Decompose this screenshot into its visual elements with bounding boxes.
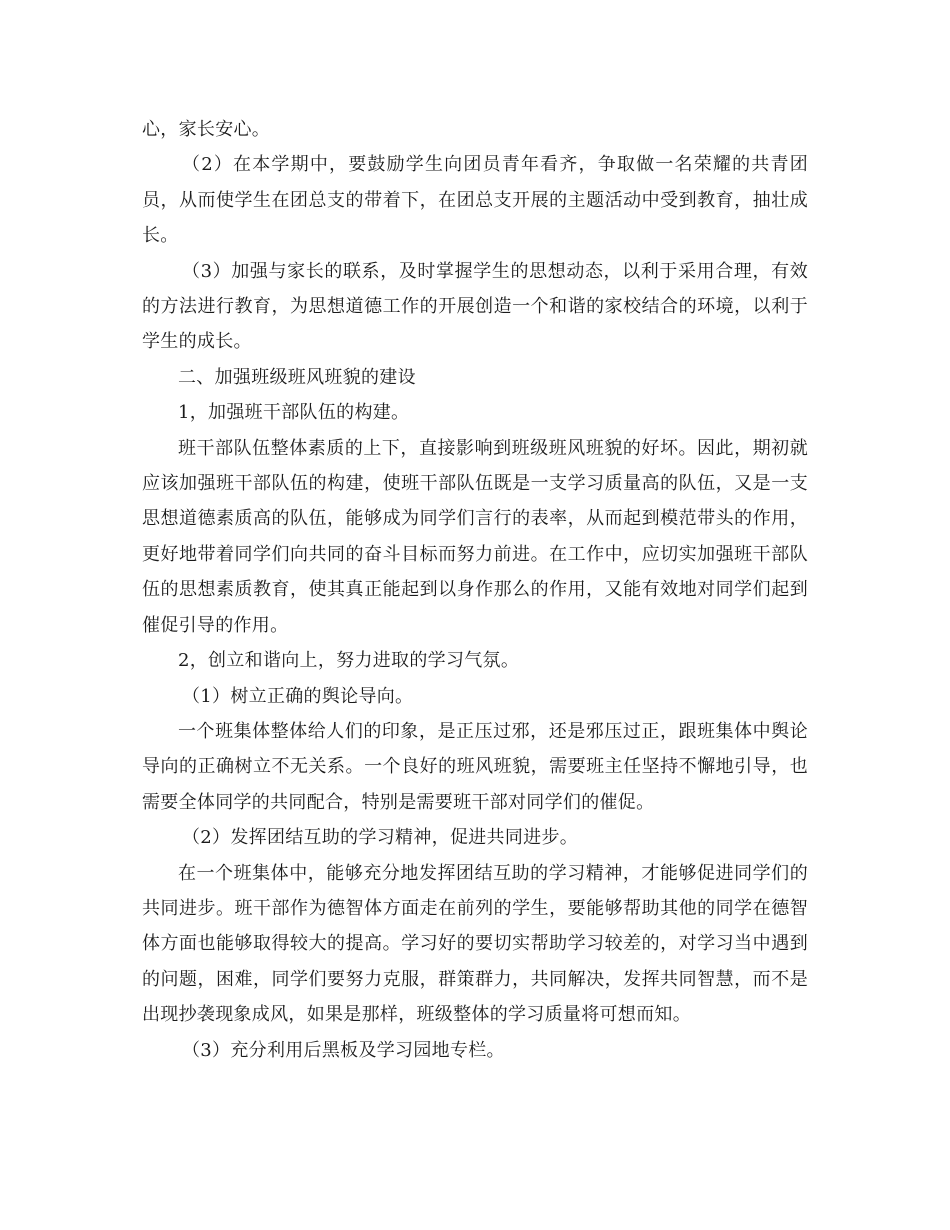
subitem-3-heading: （3）充分利用后黑板及学习园地专栏。: [182, 1039, 505, 1061]
subitem-2-heading: （2）发挥团结互助的学习精神，促进共同进步。: [182, 827, 579, 849]
paragraph-class-cadre: 班干部队伍整体素质的上下，直接影响到班级班风班貌的好坏。因此，期初就应该加强班干部队伍的构建，使班干部队伍既是一支学习质量高的队伍，又是一支思想道德素质高的队伍，能够成为同学们言行的表率，从而起到模范带头的作用，更好地带着同学们向共同的奋斗目标而努力前进。在工作中，应切实加强班干部队伍的思想素质教育，使其真正能起到以身作那么的作用，又能有效地对同学们起到催促引导的作用。: [142, 437, 808, 636]
document-body: [142, 112, 808, 1068]
subitem-1-heading: （1）树立正确的舆论导向。: [182, 685, 414, 707]
paragraph-public-opinion: 一个班集体整体给人们的印象，是正压过邪，还是邪压过正，跟班集体中舆论导向的正确树立不无关系。一个良好的班风班貌，需要班主任坚持不懈地引导，也需要全体同学的共同配合，特别是需要班干部对同学们的催促。: [142, 720, 808, 813]
subheading-2: 2，创立和谐向上，努力进取的学习气氛。: [178, 650, 520, 672]
paragraph-continuation: 心，家长安心。: [142, 119, 271, 140]
subheading-1: 1，加强班干部队伍的构建。: [178, 402, 410, 424]
paragraph-mutual-help: 在一个班集体中，能够充分地发挥团结互助的学习精神，才能够促进同学们的共同进步。班干部作为德智体方面走在前列的学生，要能够帮助其他的同学在德智体方面也能够取得较大的提高。学习好的要切实帮助学习较差的，对学习当中遇到的问题，困难，同学们要努力克服，群策群力，共同解决，发挥共同智慧，而不是出现抄袭现象成风，如果是那样，班级整体的学习质量将可想而知。: [142, 862, 808, 1026]
section-heading-2: 二、加强班级班风班貌的建设: [178, 366, 416, 388]
paragraph-item-3: （3）加强与家长的联系，及时掌握学生的思想动态，以利于采用合理，有效的方法进行教育，为思想道德工作的开展创造一个和谐的家校结合的环境，以利于学生的成长。: [142, 260, 808, 353]
paragraph-item-2: （2）在本学期中，要鼓励学生向团员青年看齐，争取做一名荣耀的共青团员，从而使学生在团总支的带着下，在团总支开展的主题活动中受到教育，抽壮成长。: [142, 154, 808, 247]
